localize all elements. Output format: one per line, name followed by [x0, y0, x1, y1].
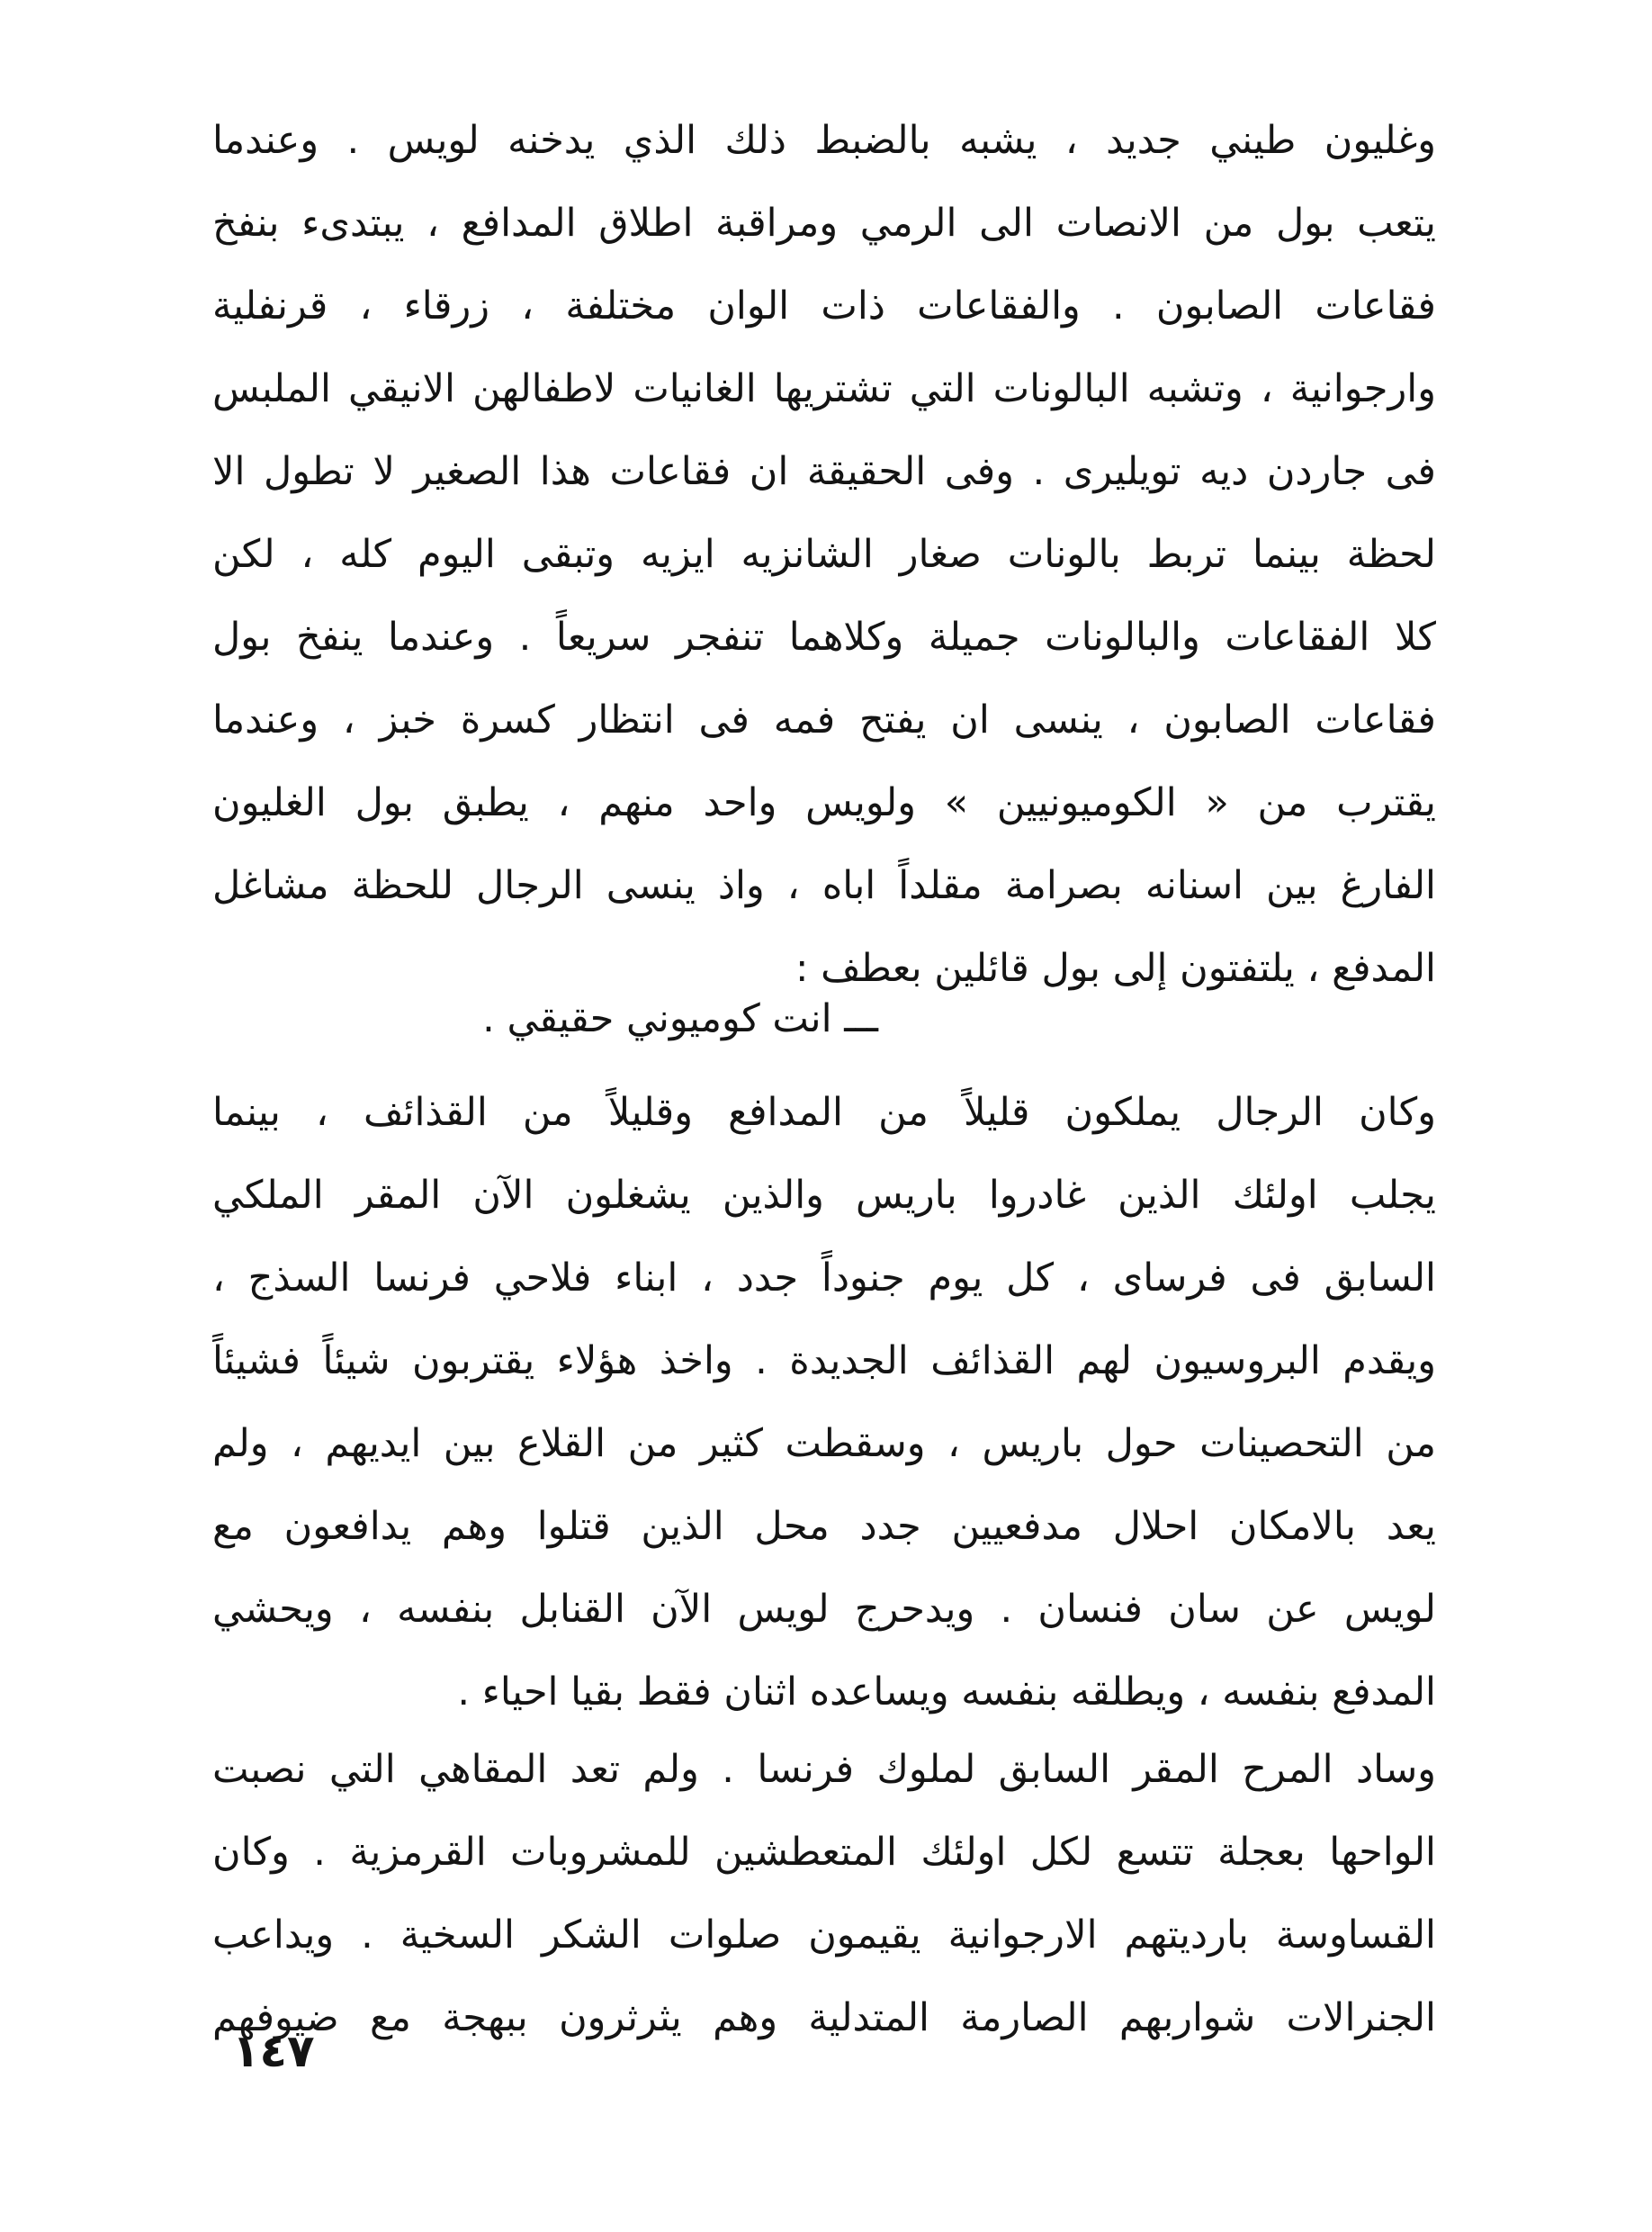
text-line: يعد بالامكان احلال مدفعيين جدد محل الذين قتلوا وهم يدافعون مع [212, 1504, 1436, 1549]
text-line: وارجوانية ، وتشبه البالونات التي تشتريها الغانيات لاطفالهن الانيقي الملبس [212, 366, 1436, 411]
text-line: يقترب من « الكوميونيين » ولويس واحد منهم ، يطبق بول الغليون [212, 780, 1436, 825]
text-line: السابق فى فرساى ، كل يوم جنوداً جدد ، ابناء فلاحي فرنسا السذج ، [212, 1256, 1436, 1300]
text-line: الجنرالات شواربهم الصارمة المتدلية وهم يثرثرون ببهجة مع ضيوفهم [212, 1995, 1436, 2040]
text-line: لويس عن سان فنسان . ويدحرج لويس الآن القنابل بنفسه ، ويحشي [212, 1587, 1436, 1632]
text-line: يجلب اولئك الذين غادروا باريس والذين يشغلون الآن المقر الملكي [212, 1173, 1436, 1218]
text-line: من التحصينات حول باريس ، وسقطت كثير من القلاع بين ايديهم ، ولم [212, 1421, 1436, 1466]
text-line: القساوسة بارديتهم الارجوانية يقيمون صلوات الشكر السخية . ويداعب [212, 1912, 1436, 1958]
text-line: لحظة بينما تربط بالونات صغار الشانزيه ايزيه وتبقى اليوم كله ، لكن [212, 532, 1436, 577]
paragraph-3 [212, 1728, 1436, 2059]
text-line: ويقدم البروسيون لهم القذائف الجديدة . واخذ هؤلاء يقتربون شيئاً فشيئاً [212, 1338, 1436, 1383]
text-line: وساد المرح المقر السابق لملوك فرنسا . ولم تعد المقاهي التي نصبت [212, 1747, 1436, 1792]
text-line: كلا الفقاعات والبالونات جميلة وكلاهما تنفجر سريعاً . وعندما ينفخ بول [212, 615, 1436, 660]
dialogue-text: ـــ انت كوميوني حقيقي . [482, 996, 878, 1041]
text-line: المدفع بنفسه ، ويطلقه بنفسه ويساعده اثنان فقط بقيا احياء . [457, 1670, 1436, 1714]
text-line: فقاعات الصابون . والفقاعات ذات الوان مختلفة ، زرقاء ، قرنفلية [212, 284, 1436, 328]
dialogue-line [212, 977, 1436, 1060]
text-line: وكان الرجال يملكون قليلاً من المدافع وقليلاً من القذائف ، بينما [212, 1090, 1436, 1135]
text-line: فقاعات الصابون ، ينسى ان يفتح فمه فى انتظار كسرة خبز ، وعندما [212, 698, 1436, 742]
text-line: الواحها بعجلة تتسع لكل اولئك المتعطشين للمشروبات القرمزية . وكان [212, 1830, 1436, 1875]
paragraph-2 [212, 1071, 1436, 1733]
text-line: المدفع ، يلتفتون إلى بول قائلين بعطف : [795, 946, 1436, 991]
text-line: فى جاردن ديه تويليرى . وفى الحقيقة ان فقاعات هذا الصغير لا تطول الا [212, 449, 1436, 494]
text-line: وغليون طيني جديد ، يشبه بالضبط ذلك الذي يدخنه لويس . وعندما [212, 118, 1436, 163]
page-number: ١٤٧ [232, 2025, 315, 2077]
text-line: الفارغ بين اسنانه بصرامة مقلداً اباه ، واذ ينسى الرجال للحظة مشاغل [212, 863, 1436, 908]
paragraph-1 [212, 99, 1436, 1010]
text-line: يتعب بول من الانصات الى الرمي ومراقبة اطلاق المدافع ، يبتدىء بنفخ [212, 201, 1436, 246]
